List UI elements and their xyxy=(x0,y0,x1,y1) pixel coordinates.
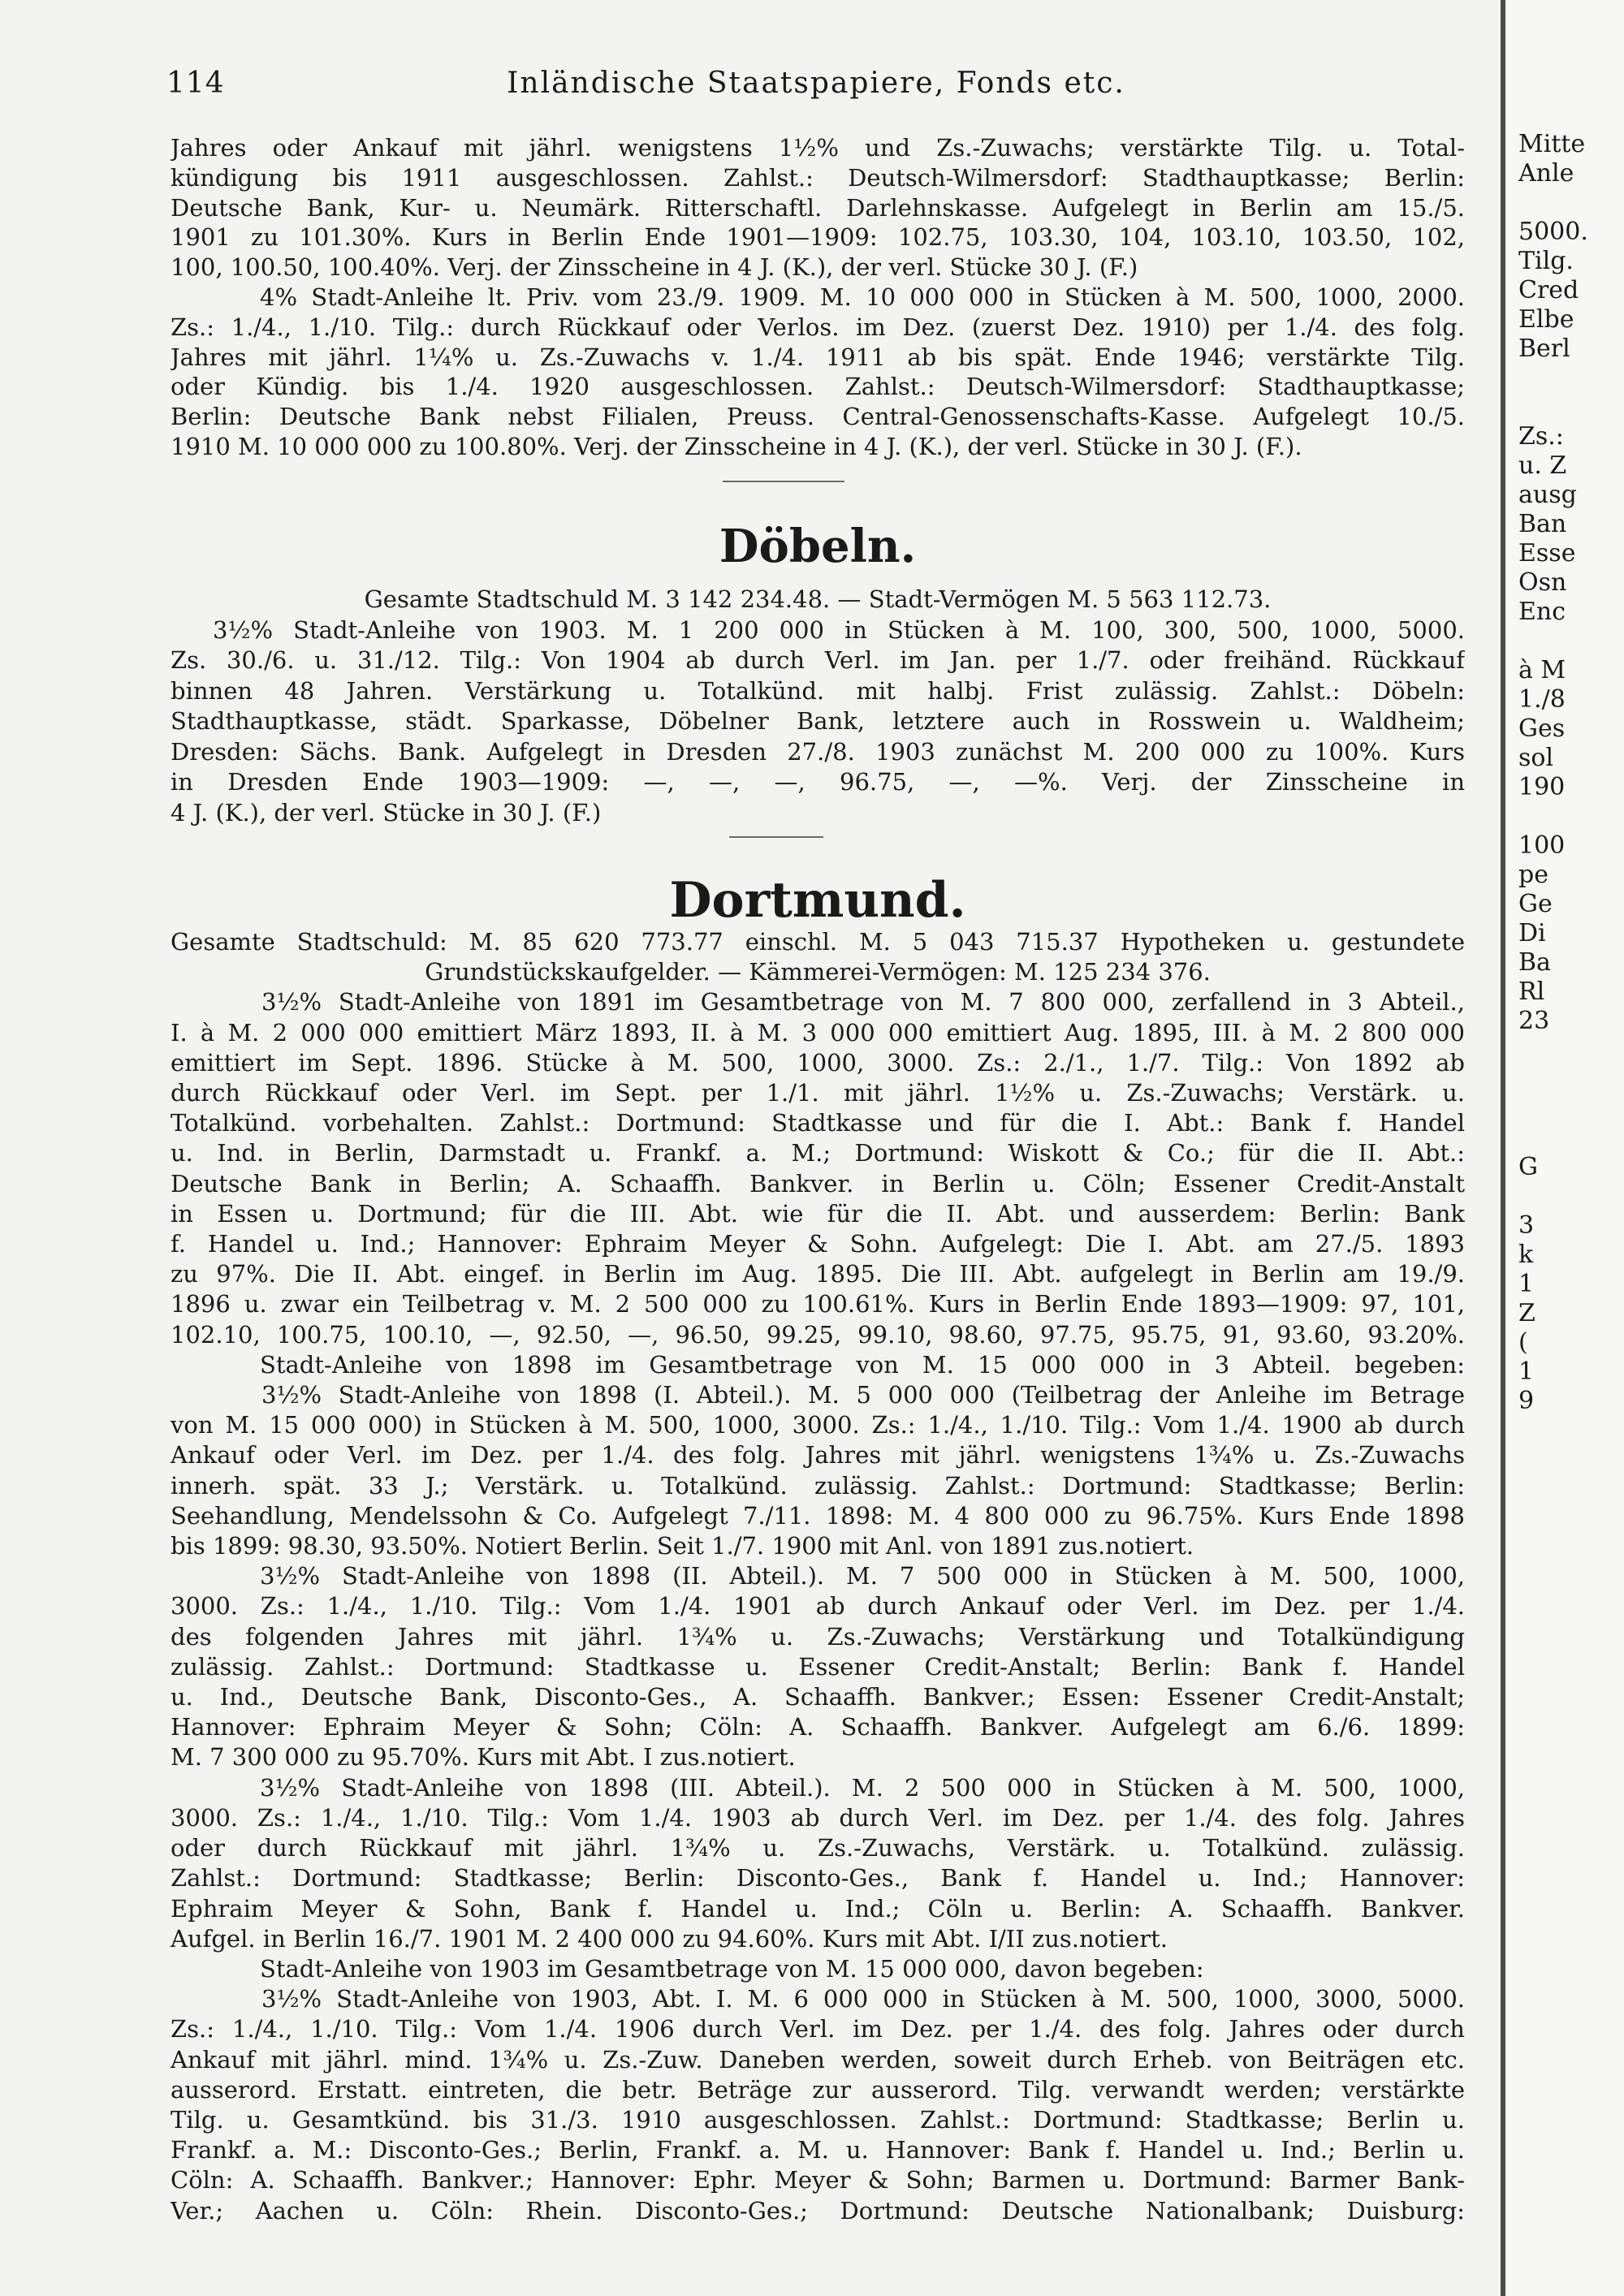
text-line: 3½% Stadt-Anleihe von 1891 im Gesamtbetrage von M. 7 800 000, zerfallend in 3 Abteil., xyxy=(261,988,1465,1016)
text-line: zu 97%. Die II. Abt. eingef. in Berlin im Aug. 1895. Die III. Abt. aufgelegt in Berlin am 19./9. xyxy=(171,1260,1465,1288)
text-line: Zahlst.: Dortmund: Stadtkasse; Berlin: Disconto-Ges., Bank f. Handel u. Ind.; Hannover: xyxy=(171,1864,1465,1892)
text-line: Ephraim Meyer & Sohn, Bank f. Handel u. Ind.; Cöln u. Berlin: A. Schaaffh. Bankver. xyxy=(171,1894,1465,1923)
adjacent-fragment: 3 xyxy=(1518,1211,1535,1240)
text-line: Stadthauptkasse, städt. Sparkasse, Döbelner Bank, letztere auch in Rosswein u. Waldheim; xyxy=(171,707,1465,735)
adjacent-fragment: Ban xyxy=(1518,510,1567,538)
adjacent-fragment: Ge xyxy=(1518,890,1553,918)
adjacent-fragment: Tilg. xyxy=(1518,247,1574,275)
text-line: Seehandlung, Mendelssohn & Co. Aufgelegt 7./11. 1898: M. 4 800 000 zu 96.75%. Kurs Ende 1898 xyxy=(171,1501,1465,1530)
text-line: 3000. Zs.: 1./4., 1./10. Tilg.: Vom 1./4. 1901 ab durch Ankauf oder Verl. im Dez. per 1./4. xyxy=(171,1592,1465,1621)
text-line: M. 7 300 000 zu 95.70%. Kurs mit Abt. I zus.notiert. xyxy=(171,1743,796,1772)
text-line: von M. 15 000 000) in Stücken à M. 500, 1000, 3000. Zs.: 1./4., 1./10. Tilg.: Vom 1./4. 1900 ab durch xyxy=(171,1411,1465,1439)
text-line: Deutsche Bank, Kur- u. Neumärk. Ritterschaftl. Darlehnskasse. Aufgelegt in Berlin am 15./5. xyxy=(171,193,1465,222)
adjacent-fragment: u. Z xyxy=(1518,451,1567,480)
adjacent-fragment: ( xyxy=(1518,1328,1528,1357)
adjacent-fragment: Anle xyxy=(1518,159,1574,188)
text-line: des folgenden Jahres mit jährl. 1¾% u. Zs.-Zuwachs; Verstärkung und Totalkündigung xyxy=(171,1622,1465,1651)
adjacent-fragment: ausg xyxy=(1518,481,1577,509)
text-line: oder durch Rückkauf mit jährl. 1¾% u. Zs.-Zuwachs, Verstärk. u. Totalkünd. zulässig. xyxy=(171,1834,1465,1862)
text-line: binnen 48 Jahren. Verstärkung u. Totalkünd. mit halbj. Frist zulässig. Zahlst.: Döbeln: xyxy=(171,676,1465,705)
adjacent-fragment: Zs.: xyxy=(1518,422,1564,451)
text-line: 3000. Zs.: 1./4., 1./10. Tilg.: Vom 1./4. 1903 ab durch Verl. im Dez. per 1./4. des folg. Jahres xyxy=(171,1803,1465,1832)
text-line: Frankf. a. M.: Disconto-Ges.; Berlin, Frankf. a. M. u. Hannover: Bank f. Handel u. Ind.; Berlin u. xyxy=(171,2136,1465,2164)
text-line: Stadt-Anleihe von 1898 im Gesamtbetrage von M. 15 000 000 in 3 Abteil. begeben: xyxy=(260,1350,1465,1379)
text-line: Tilg. u. Gesamtkünd. bis 31./3. 1910 ausgeschlossen. Zahlst.: Dortmund: Stadtkasse; Berlin u. xyxy=(171,2105,1465,2134)
adjacent-fragment: pe xyxy=(1518,861,1548,889)
text-line: Gesamte Stadtschuld M. 3 142 234.48. — Stadt-Vermögen M. 5 563 112.73. xyxy=(364,585,1272,613)
adjacent-fragment: Di xyxy=(1518,919,1546,947)
adjacent-fragment: Ba xyxy=(1518,948,1551,977)
doebeln-text-block xyxy=(171,585,1465,828)
adjacent-fragment: Enc xyxy=(1518,598,1566,626)
adjacent-fragment: 1 xyxy=(1518,1357,1535,1386)
section-divider xyxy=(729,836,823,838)
adjacent-fragment: Rl xyxy=(1518,978,1545,1006)
text-line: zulässig. Zahlst.: Dortmund: Stadtkasse u. Essener Credit-Anstalt; Berlin: Bank f. Handel xyxy=(171,1652,1465,1681)
text-line: Jahres mit jährl. 1¼% u. Zs.-Zuwachs v. 1./4. 1911 ab bis spät. Ende 1946; verstärkte Tilg. xyxy=(171,343,1465,371)
text-line: Aufgel. in Berlin 16./7. 1901 M. 2 400 000 zu 94.60%. Kurs mit Abt. I/II zus.notiert. xyxy=(171,1924,1168,1953)
text-line: Deutsche Bank in Berlin; A. Schaaffh. Bankver. in Berlin u. Cöln; Essener Credit-Anstalt xyxy=(171,1169,1465,1198)
text-line: 1896 u. zwar ein Teilbetrag v. M. 2 500 000 zu 100.61%. Kurs in Berlin Ende 1893—1909: 97, 101, xyxy=(171,1290,1465,1318)
text-line: Ver.; Aachen u. Cöln: Rhein. Disconto-Ges.; Dortmund: Deutsche Nationalbank; Duisburg: xyxy=(171,2196,1465,2225)
text-line: 1901 zu 101.30%. Kurs in Berlin Ende 1901—1909: 102.75, 103.30, 104, 103.10, 103.50, 102, xyxy=(171,223,1465,252)
adjacent-fragment xyxy=(1518,188,1588,218)
adjacent-page-fragments xyxy=(1518,130,1588,1416)
text-line: I. à M. 2 000 000 emittiert März 1893, II. à M. 3 000 000 emittiert Aug. 1895, III. à M. 2 800 000 xyxy=(171,1018,1465,1047)
text-line: 102.10, 100.75, 100.10, —, 92.50, —, 96.50, 99.25, 99.10, 98.60, 97.75, 95.75, 91, 93.60, 93.20%. xyxy=(171,1320,1465,1349)
page-number: 114 xyxy=(166,67,225,100)
text-line: Zs.: 1./4., 1./10. Tilg.: durch Rückkauf oder Verlos. im Dez. (zuerst Dez. 1910) per 1./4. des folg. xyxy=(171,313,1465,341)
adjacent-fragment xyxy=(1518,364,1588,393)
text-line: Cöln: A. Schaaffh. Bankver.; Hannover: Ephr. Meyer & Sohn; Barmen u. Dortmund: Barmer Bank- xyxy=(171,2166,1465,2195)
text-line: 3½% Stadt-Anleihe von 1898 (III. Abteil.). M. 2 500 000 in Stücken à M. 500, 1000, xyxy=(260,1773,1465,1802)
adjacent-fragment: 190 xyxy=(1518,773,1566,801)
text-line: innerh. spät. 33 J.; Verstärk. u. Totalkünd. zulässig. Zahlst.: Dortmund: Stadtkasse; Berlin: xyxy=(171,1471,1465,1500)
adjacent-fragment xyxy=(1518,1094,1588,1124)
text-line: f. Handel u. Ind.; Hannover: Ephraim Meyer & Sohn. Aufgelegt: Die I. Abt. am 27./5. 1893 xyxy=(171,1230,1465,1258)
adjacent-fragment: 9 xyxy=(1518,1387,1535,1415)
text-line: u. Ind., Deutsche Bank, Disconto-Ges., A. Schaaffh. Bankver.; Essen: Essener Credit-Anstalt; xyxy=(171,1683,1465,1711)
text-line: u. Ind. in Berlin, Darmstadt u. Frankf. a. M.; Dortmund: Wiskott & Co.; für die II. Abt.: xyxy=(171,1139,1465,1167)
adjacent-fragment: 1 xyxy=(1518,1270,1535,1298)
text-line: Jahres oder Ankauf mit jährl. wenigstens 1½% und Zs.-Zuwachs; verstärkte Tilg. u. Total- xyxy=(171,134,1465,162)
adjacent-page-strip xyxy=(1507,0,1624,2296)
adjacent-fragment: Esse xyxy=(1518,539,1576,568)
adjacent-fragment: Elbe xyxy=(1518,305,1574,334)
adjacent-fragment: sol xyxy=(1518,744,1554,772)
text-line: ausserord. Erstatt. eintreten, die betr. Beträge zur ausserord. Tilg. verwandt werden; verstärkte xyxy=(171,2075,1465,2104)
adjacent-fragment: Cred xyxy=(1518,276,1579,304)
adjacent-fragment xyxy=(1518,1065,1588,1094)
intro-text-block xyxy=(171,133,1465,462)
text-line: durch Rückkauf oder Verl. im Sept. per 1./1. mit jährl. 1½% u. Zs.-Zuwachs; Verstärk. u. xyxy=(171,1079,1465,1107)
adjacent-fragment: 1./8 xyxy=(1518,685,1566,714)
adjacent-fragment: k xyxy=(1518,1241,1534,1269)
text-line: Hannover: Ephraim Meyer & Sohn; Cöln: A. Schaaffh. Bankver. Aufgelegt am 6./6. 1899: xyxy=(171,1713,1465,1741)
text-line: 1910 M. 10 000 000 zu 100.80%. Verj. der Zinsscheine in 4 J. (K.), der verl. Stücke in 30 J. (F.). xyxy=(171,432,1302,460)
text-line: 3½% Stadt-Anleihe von 1903. M. 1 200 000 in Stücken à M. 100, 300, 500, 1000, 5000. xyxy=(213,615,1465,644)
adjacent-fragment xyxy=(1518,1124,1588,1153)
text-line: 3½% Stadt-Anleihe von 1898 (II. Abteil.). M. 7 500 000 in Stücken à M. 500, 1000, xyxy=(260,1562,1465,1590)
adjacent-fragment: Osn xyxy=(1518,568,1567,597)
text-line: in Dresden Ende 1903—1909: —, —, —, 96.75, —, —%. Verj. der Zinsscheine in xyxy=(171,768,1465,796)
text-line: 100, 100.50, 100.40%. Verj. der Zinsscheine in 4 J. (K.), der verl. Stücke 30 J. (F.) xyxy=(171,253,1138,282)
adjacent-fragment: Z xyxy=(1518,1299,1535,1327)
adjacent-fragment: à M xyxy=(1518,656,1566,684)
text-line: Ankauf mit jährl. mind. 1¾% u. Zs.-Zuw. Daneben werden, soweit durch Erheb. von Beiträgen etc. xyxy=(171,2045,1465,2074)
page-header xyxy=(166,63,1466,104)
adjacent-fragment xyxy=(1518,627,1588,656)
section-title-dortmund: Dortmund. xyxy=(669,872,966,929)
text-line: Gesamte Stadtschuld: M. 85 620 773.77 einschl. M. 5 043 715.37 Hypotheken u. gestundete xyxy=(171,928,1465,956)
text-line: emittiert im Sept. 1896. Stücke à M. 500, 1000, 3000. Zs.: 2./1., 1./7. Tilg.: Von 1892 ab xyxy=(171,1048,1465,1077)
text-line: Zs. 30./6. u. 31./12. Tilg.: Von 1904 ab durch Verl. im Jan. per 1./7. oder freihänd. Rückkauf xyxy=(171,646,1465,674)
text-line: oder Kündig. bis 1./4. 1920 ausgeschlossen. Zahlst.: Deutsch-Wilmersdorf: Stadthauptkasse; xyxy=(171,373,1465,401)
adjacent-fragment: Ges xyxy=(1518,714,1566,743)
adjacent-fragment xyxy=(1518,393,1588,422)
dortmund-text-block xyxy=(171,927,1465,2226)
adjacent-fragment: 5000. xyxy=(1518,218,1588,246)
text-line: in Essen u. Dortmund; für die III. Abt. wie für die II. Abt. und ausserdem: Berlin: Bank xyxy=(171,1199,1465,1228)
text-line: kündigung bis 1911 ausgeschlossen. Zahlst.: Deutsch-Wilmersdorf: Stadthauptkasse; Berlin: xyxy=(171,163,1465,192)
text-line: Zs.: 1./4., 1./10. Tilg.: Vom 1./4. 1906 durch Verl. im Dez. per 1./4. des folg. Jahres oder durch xyxy=(171,2015,1465,2044)
text-line: Stadt-Anleihe von 1903 im Gesamtbetrage von M. 15 000 000, davon begeben: xyxy=(260,1954,1204,1983)
section-divider xyxy=(723,481,844,482)
text-line: Ankauf oder Verl. im Dez. per 1./4. des folg. Jahres mit jährl. wenigstens 1¾% u. Zs.-Zuwachs xyxy=(171,1441,1465,1470)
adjacent-fragment xyxy=(1518,802,1588,831)
text-line: 4% Stadt-Anleihe lt. Priv. vom 23./9. 1909. M. 10 000 000 in Stücken à M. 500, 1000, 2000. xyxy=(260,283,1465,311)
running-title: Inländische Staatspapiere, Fonds etc. xyxy=(507,67,1125,100)
adjacent-fragment: Mitte xyxy=(1518,130,1586,158)
section-title-doebeln: Döbeln. xyxy=(719,520,917,573)
text-line: Berlin: Deutsche Bank nebst Filialen, Preuss. Central-Genossenschafts-Kasse. Aufgelegt 10./5. xyxy=(171,403,1465,431)
text-line: 3½% Stadt-Anleihe von 1898 (I. Abteil.). M. 5 000 000 (Teilbetrag der Anleihe im Betrage xyxy=(261,1381,1465,1409)
adjacent-fragment xyxy=(1518,1182,1588,1211)
text-line: Totalkünd. vorbehalten. Zahlst.: Dortmund: Stadtkasse und für die I. Abt.: Bank f. Handel xyxy=(171,1109,1465,1137)
text-line: Grundstückskaufgelder. — Kämmerei-Vermögen: M. 125 234 376. xyxy=(425,958,1211,986)
adjacent-fragment: Berl xyxy=(1518,334,1570,363)
adjacent-fragment: G xyxy=(1518,1153,1538,1181)
text-line: bis 1899: 98.30, 93.50%. Notiert Berlin. Seit 1./7. 1900 mit Anl. von 1891 zus.notiert. xyxy=(171,1532,1194,1560)
adjacent-fragment: 100 xyxy=(1518,831,1566,860)
text-line: Dresden: Sächs. Bank. Aufgelegt in Dresden 27./8. 1903 zunächst M. 200 000 zu 100%. Kurs xyxy=(171,737,1465,766)
adjacent-fragment xyxy=(1518,1036,1588,1065)
adjacent-fragment: 23 xyxy=(1518,1007,1550,1035)
text-line: 3½% Stadt-Anleihe von 1903, Abt. I. M. 6 000 000 in Stücken à M. 500, 1000, 3000, 5000. xyxy=(261,1985,1465,2013)
text-line: 4 J. (K.), der verl. Stücke in 30 J. (F.) xyxy=(171,798,602,826)
page-edge xyxy=(1501,0,1505,2296)
